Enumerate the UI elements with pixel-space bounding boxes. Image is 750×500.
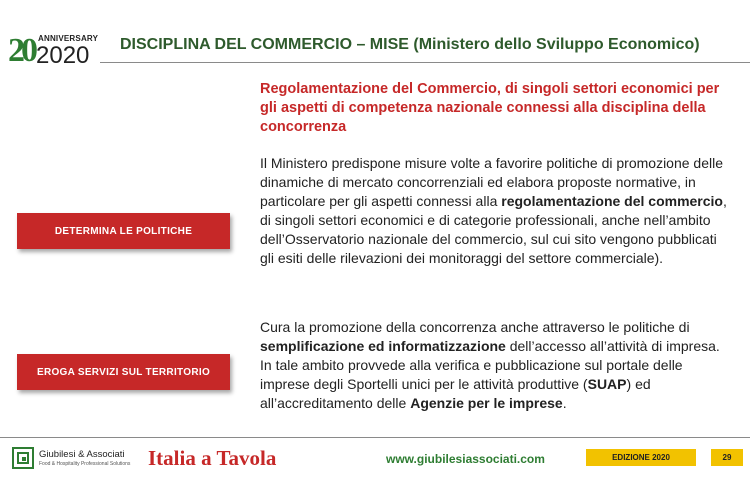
page-title: DISCIPLINA DEL COMMERCIO – MISE (Ministero dello Sviluppo Economico): [120, 36, 700, 53]
para1-text-1: Il Ministero predispone misure volte a favorire politiche di promozione delle dinamiche di mercato concorrenziali ed elabora proposte normative, in particolare per gli aspetti connessi alla: [260, 155, 724, 209]
company-tagline: Food & Hospitality Professional Solutions: [39, 461, 131, 467]
edition-label: EDIZIONE 2020: [612, 453, 670, 462]
logo-anniversary-text: ANNIVERSARY: [38, 34, 99, 43]
page-number: 29: [722, 453, 732, 462]
eroga-servizi-label: EROGA SERVIZI SUL TERRITORIO: [36, 366, 211, 378]
para2-bold-2: SUAP: [587, 376, 627, 392]
company-name: Giubilesi & Associati: [39, 449, 125, 460]
logo-big-20: 20: [8, 32, 34, 69]
para1-text-2: , di singoli settori economici e di categorie professionali, anche nell’ambito dell’Osservatorio nazionale del commercio, sul cui sito vengono pubblicati gli esiti delle rilevazioni dei monitoraggi del settore commerciale).: [260, 193, 727, 266]
determina-politiche-button[interactable]: [17, 213, 230, 249]
eroga-servizi-button[interactable]: [17, 354, 230, 390]
para1-bold-1: regolamentazione del commercio: [501, 193, 723, 209]
company-mark-icon: [12, 447, 34, 469]
para2-text-1: Cura la promozione della concorrenza anche attraverso le politiche di: [260, 319, 690, 335]
para2-text-4: .: [562, 395, 567, 411]
paragraph-servizi: [260, 318, 730, 413]
edition-badge: [586, 449, 696, 466]
header-divider: [100, 62, 750, 63]
company-logo: [12, 447, 142, 471]
footer-divider: [0, 437, 750, 438]
para2-text-3: ) ed all’accreditamento delle: [260, 376, 651, 411]
paragraph-politiche: [260, 154, 730, 268]
para2-bold-1: semplificazione ed informatizzazione: [260, 338, 506, 354]
anniversary-logo: [8, 30, 99, 70]
italia-a-tavola-brand: Italia a Tavola: [148, 446, 277, 470]
para2-bold-3: Agenzie per le imprese: [410, 395, 563, 411]
para2-text-2: dell’accesso all’attività di impresa. In tale ambito provvede alla verifica e pubblicazione sul portale delle imprese degli Sportelli unici per le attività produttive (: [260, 338, 720, 392]
determina-politiche-label: DETERMINA LE POLITICHE: [54, 225, 193, 237]
logo-year: 2020: [36, 42, 90, 69]
website-link[interactable]: www.giubilesiassociati.com: [386, 452, 545, 466]
section-heading: Regolamentazione del Commercio, di singoli settori economici per gli aspetti di competenza nazionale connessi alla disciplina della concorrenza: [260, 81, 720, 135]
page-number-badge: [711, 449, 743, 466]
